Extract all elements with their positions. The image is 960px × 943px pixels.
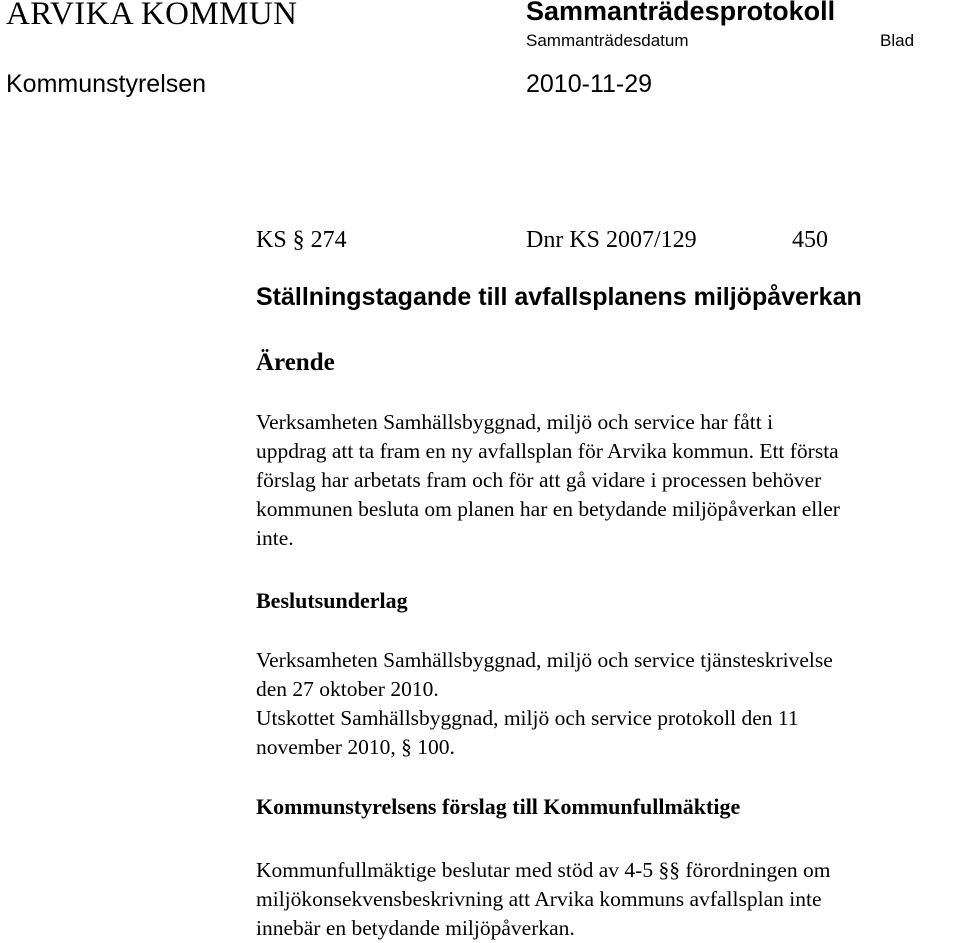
arende-paragraph	[256, 408, 956, 553]
meeting-date-label: Sammanträdesdatum	[526, 31, 689, 50]
beslutsunderlag-line: Utskottet Samhällsbyggnad, miljö och service protokoll den 11	[256, 706, 799, 730]
sheet-label: Blad	[880, 31, 915, 50]
beslutsunderlag-paragraph	[256, 646, 956, 762]
body-name: Kommunstyrelsen	[6, 70, 207, 98]
beslutsunderlag-line: november 2010, § 100.	[256, 735, 455, 759]
forslag-line: Kommunfullmäktige beslutar med stöd av 4-5 §§ förordningen om	[256, 858, 831, 882]
forslag-heading: Kommunstyrelsens förslag till Kommunfullmäktige	[256, 794, 741, 819]
forslag-line: miljökonsekvensbeskrivning att Arvika kommuns avfallsplan inte	[256, 887, 822, 911]
arende-line: uppdrag att ta fram en ny avfallsplan för Arvika kommun. Ett första	[256, 439, 839, 463]
arende-line: Verksamheten Samhällsbyggnad, miljö och service har fått i	[256, 410, 774, 434]
arende-line: kommunen besluta om planen har en betydande miljöpåverkan eller	[256, 497, 840, 521]
beslutsunderlag-line: den 27 oktober 2010.	[256, 677, 439, 701]
organization-name: ARVIKA KOMMUN	[6, 0, 298, 32]
beslutsunderlag-heading: Beslutsunderlag	[256, 588, 408, 613]
meeting-date: 2010-11-29	[526, 70, 653, 98]
arende-line: förslag har arbetats fram och för att gå vidare i processen behöver	[256, 468, 822, 492]
forslag-paragraph	[256, 856, 956, 943]
arende-heading: Ärende	[256, 349, 335, 376]
case-dnr: Dnr KS 2007/129	[526, 227, 697, 253]
page-title: Ställningstagande till avfallsplanens miljöpåverkan	[256, 283, 862, 311]
beslutsunderlag-line: Verksamheten Samhällsbyggnad, miljö och service tjänsteskrivelse	[256, 648, 833, 672]
case-code: 450	[792, 227, 828, 253]
forslag-line: innebär en betydande miljöpåverkan.	[256, 916, 575, 940]
document-title: Sammanträdesprotokoll	[526, 0, 836, 26]
arende-line: inte.	[256, 526, 294, 550]
case-ks-number: KS § 274	[256, 227, 347, 253]
